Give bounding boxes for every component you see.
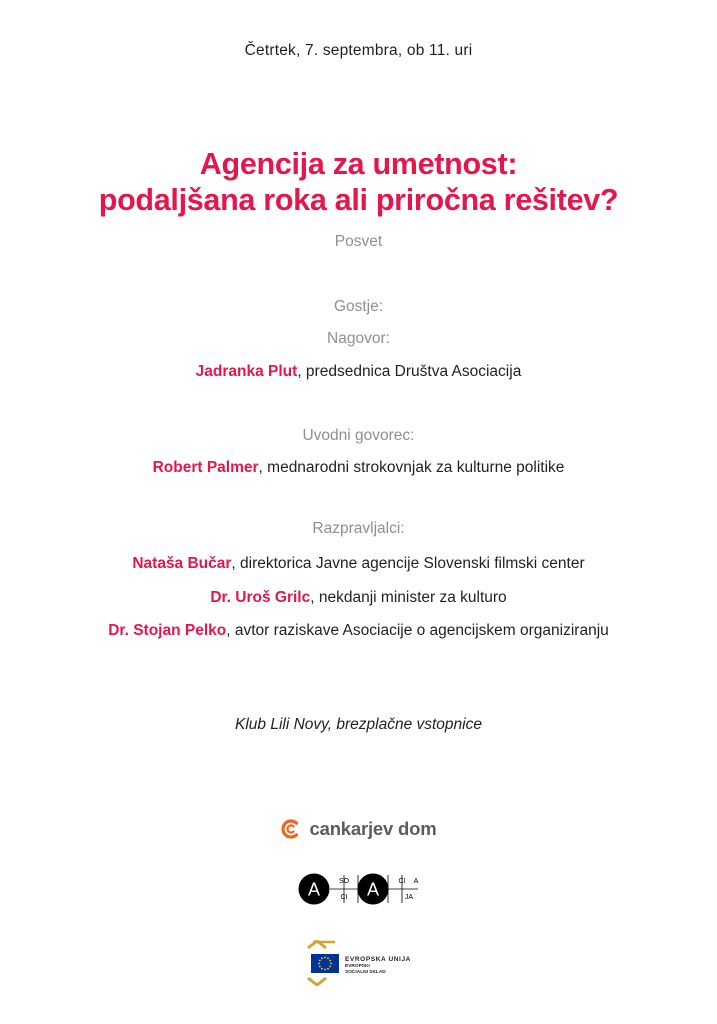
logo-letters: CI xyxy=(398,878,406,885)
speaker-row xyxy=(0,459,717,477)
esf-label xyxy=(345,964,386,976)
logo-letters: A xyxy=(413,878,419,885)
speaker-name: Jadranka Plut xyxy=(195,363,298,380)
event-title xyxy=(0,146,717,218)
speaker-row xyxy=(0,589,717,607)
logo-letters: JA xyxy=(404,894,414,901)
eu-funding-logo xyxy=(305,940,425,986)
eu-flag-icon xyxy=(311,954,339,973)
title-line-1: Agencija za umetnost: xyxy=(199,147,518,181)
speaker-role: , mednarodni strokovnjak za kulturne politike xyxy=(258,459,565,476)
logo-letters: CI xyxy=(340,894,348,901)
event-type: Posvet xyxy=(334,233,383,250)
event-date: Četrtek, 7. septembra, ob 11. uri xyxy=(244,42,473,59)
cankarjev-dom-logo xyxy=(0,818,717,840)
venue-info: Klub Lili Novy, brezplačne vstopnice xyxy=(235,716,482,733)
cankarjev-dom-wordmark: cankarjev dom xyxy=(309,818,437,839)
esf-label-line-1: EVROPSKI xyxy=(345,964,370,969)
asociacija-logo xyxy=(298,872,419,906)
speaker-name: Dr. Uroš Grilc xyxy=(210,589,311,606)
svg-text:A: A xyxy=(307,879,321,900)
speaker-role: , avtor raziskave Asociacije o agencijskem organiziranju xyxy=(226,622,609,639)
speaker-row xyxy=(0,363,717,381)
welcome-heading: Nagovor: xyxy=(327,330,390,347)
speaker-name: Dr. Stojan Pelko xyxy=(108,622,227,639)
speaker-name: Nataša Bučar xyxy=(132,555,232,572)
speaker-role: , nekdanji minister za kulturo xyxy=(310,589,507,606)
speaker-row xyxy=(0,622,717,640)
speaker-name: Robert Palmer xyxy=(152,459,259,476)
eu-label: EVROPSKA UNIJA xyxy=(345,956,411,963)
svg-text:A: A xyxy=(366,879,380,900)
guests-heading: Gostje: xyxy=(333,298,384,315)
title-line-2: podaljšana roka ali priročna rešitev? xyxy=(98,183,619,217)
intro-heading: Uvodni govorec: xyxy=(302,427,415,444)
cankarjev-dom-icon xyxy=(281,819,301,839)
esf-label-line-2: SOCIALNI SKLAD xyxy=(345,970,386,975)
speaker-row xyxy=(0,555,717,573)
panel-heading: Razpravljalci: xyxy=(312,520,405,537)
speaker-role: , direktorica Javne agencije Slovenski filmski center xyxy=(231,555,585,572)
logo-letters: SO xyxy=(338,878,350,885)
speaker-role: , predsednica Društva Asociacija xyxy=(297,363,522,380)
